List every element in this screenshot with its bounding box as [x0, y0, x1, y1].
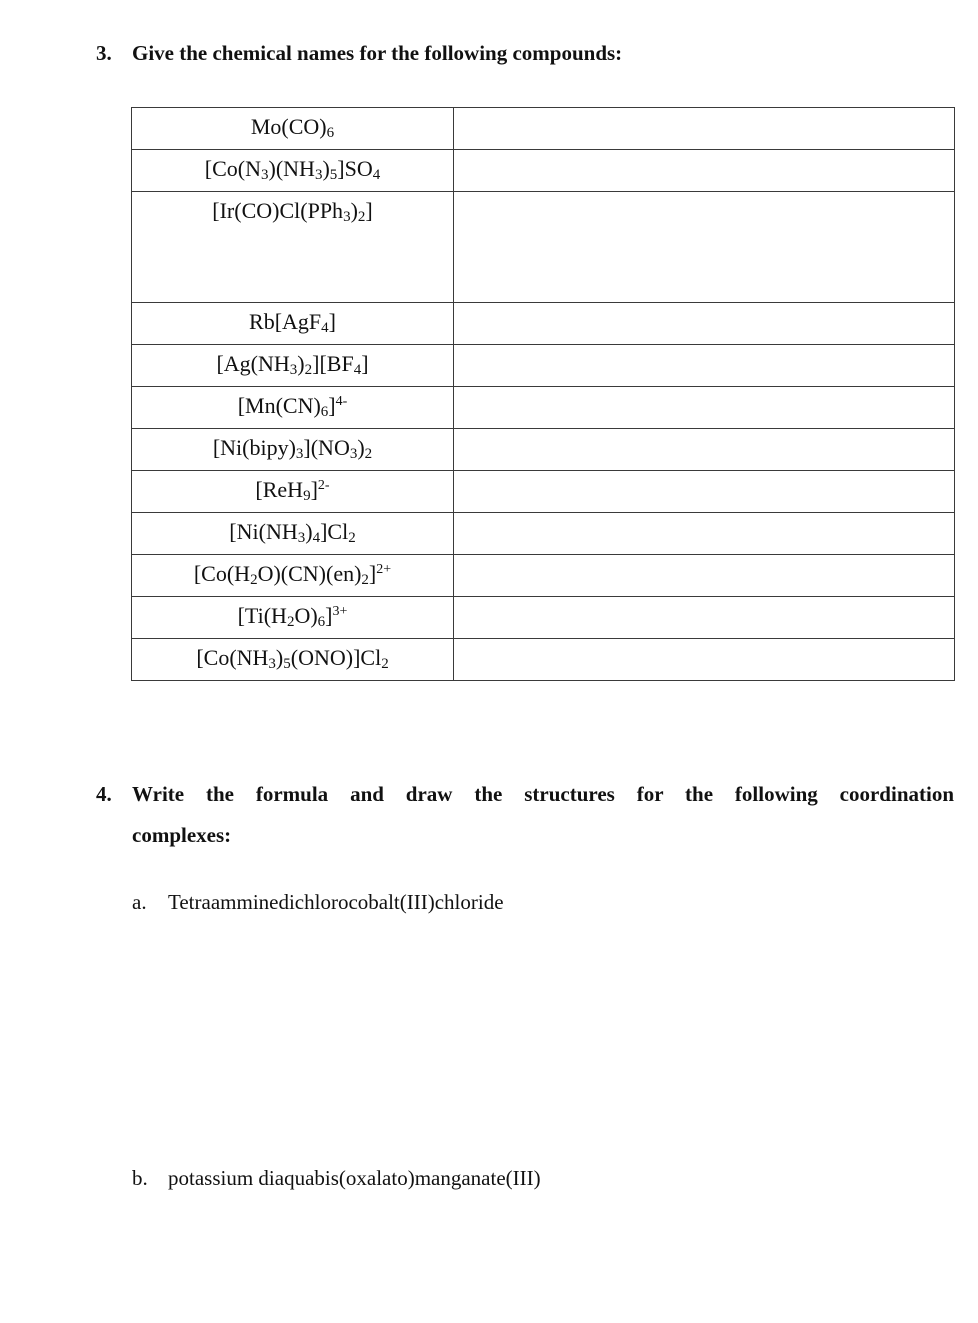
compound-formula: $[ReH_9]^{2-}$ — [132, 471, 454, 513]
compound-formula: $[Ni(NH_3)_4]Cl_2$ — [132, 513, 454, 555]
item-a-text: Tetraamminedichlorocobalt(III)chloride — [168, 890, 504, 914]
compound-name-answer-cell[interactable] — [454, 108, 955, 150]
question-4-text-line2: complexes: — [132, 823, 232, 847]
compound-name-answer-cell[interactable] — [454, 555, 955, 597]
compound-formula: $[Co(N_3)(NH_3)_5]SO_4$ — [132, 150, 454, 192]
table-row — [132, 387, 955, 429]
table-row — [132, 639, 955, 681]
compound-formula: Rb[AgF$_4$] — [132, 303, 454, 345]
table-row — [132, 108, 955, 150]
question-3-number: 3. — [96, 41, 112, 65]
table-row — [132, 150, 955, 192]
compound-name-answer-cell[interactable] — [454, 303, 955, 345]
table-row — [132, 303, 955, 345]
compound-formula: $[Ti(H_2O)_6]^{3+}$ — [132, 597, 454, 639]
item-a-letter: a. — [132, 890, 147, 914]
compound-name-answer-cell[interactable] — [454, 639, 955, 681]
table-row — [132, 513, 955, 555]
compound-name-answer-cell[interactable] — [454, 192, 955, 303]
compound-name-answer-cell[interactable] — [454, 429, 955, 471]
compound-name-answer-cell[interactable] — [454, 513, 955, 555]
table-row — [132, 597, 955, 639]
compound-name-answer-cell[interactable] — [454, 387, 955, 429]
compound-name-answer-cell[interactable] — [454, 345, 955, 387]
compound-formula: $[Mn(CN)_6]^{4-}$ — [132, 387, 454, 429]
question-4-text-line1: Write the formula and draw the structures for the following coordination — [132, 782, 954, 806]
question-3-text: Give the chemical names for the following compounds: — [132, 41, 623, 65]
compound-formula: $Mo(CO)_6$ — [132, 108, 454, 150]
compound-table — [131, 107, 955, 681]
item-b-text: potassium diaquabis(oxalato)manganate(III) — [168, 1166, 541, 1190]
item-b-letter: b. — [132, 1166, 148, 1190]
table-row — [132, 192, 955, 303]
table-row — [132, 471, 955, 513]
compound-formula: $[Co(H_2O)(CN)(en)_2]^{2+}$ — [132, 555, 454, 597]
table-row — [132, 429, 955, 471]
compound-formula: $[Ni(bipy)_3](NO_3)_2$ — [132, 429, 454, 471]
compound-formula: $[Co(NH_3)_5(ONO)]Cl_2$ — [132, 639, 454, 681]
question-4-number: 4. — [96, 782, 112, 806]
compound-name-answer-cell[interactable] — [454, 597, 955, 639]
compound-name-answer-cell[interactable] — [454, 150, 955, 192]
compound-name-answer-cell[interactable] — [454, 471, 955, 513]
compound-formula: $[Ag(NH_3)_2][BF_4]$ — [132, 345, 454, 387]
table-row — [132, 345, 955, 387]
table-row — [132, 555, 955, 597]
compound-formula: $[Ir(CO)Cl(PPh_3)_2]$ — [132, 192, 454, 303]
